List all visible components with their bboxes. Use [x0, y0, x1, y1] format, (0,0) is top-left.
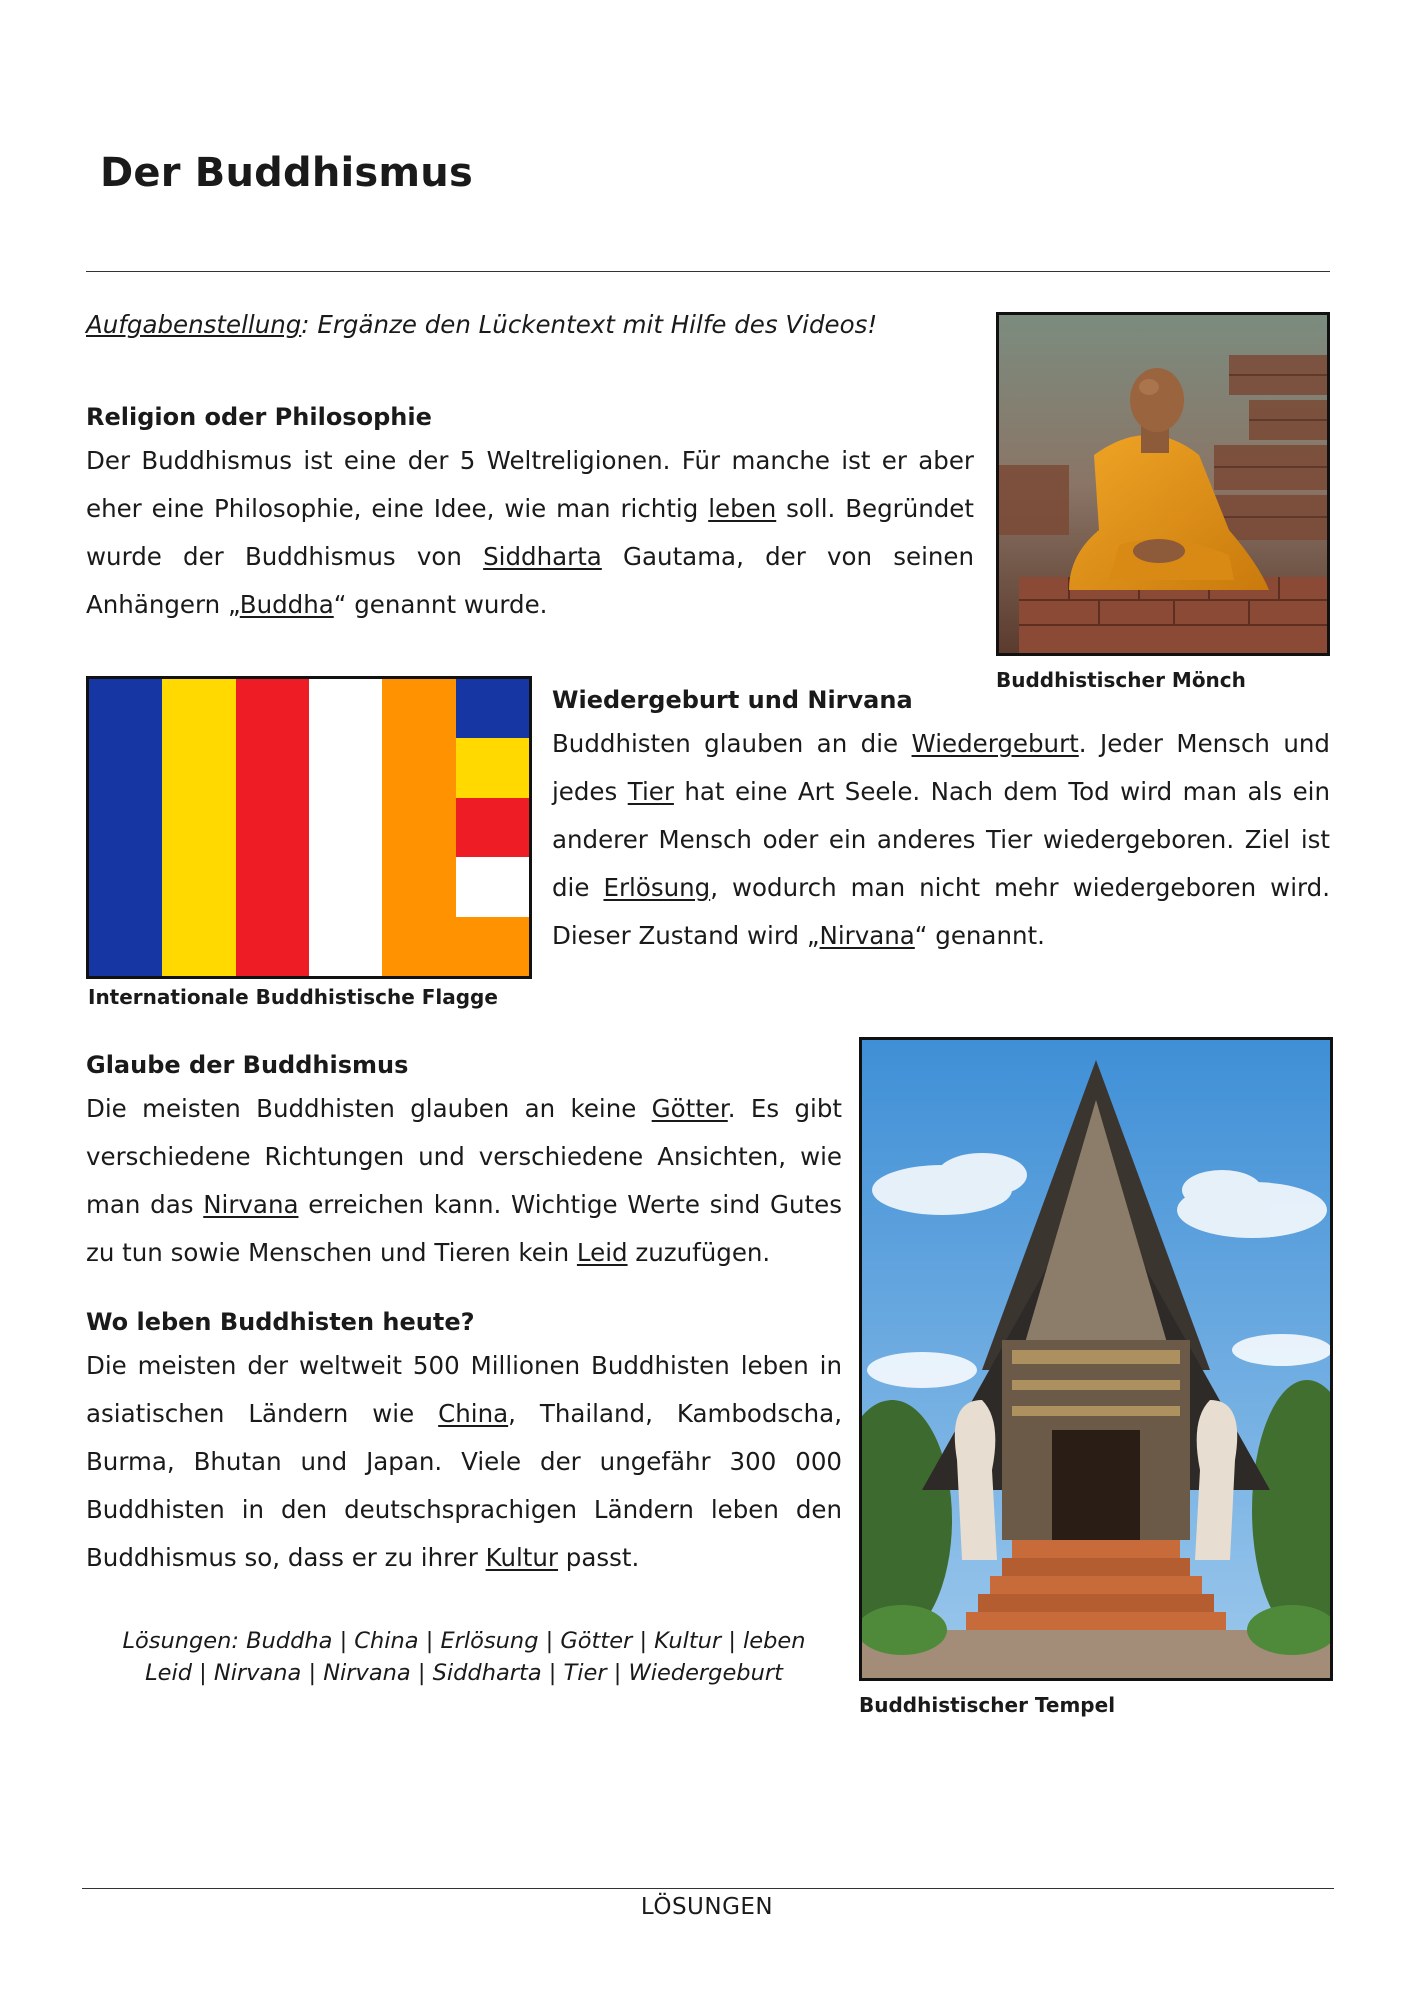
flag-stacked-stripe	[456, 679, 529, 976]
text-fragment: “ genannt.	[914, 921, 1045, 950]
temple-illustration	[862, 1040, 1330, 1678]
flag-stripe-white	[309, 679, 382, 976]
text-fragment: zuzufügen.	[627, 1238, 771, 1267]
text-fragment: erreichen kann. Wichtige Werte sind Gutes zu tun sowie Menschen und Tieren kein	[86, 1190, 843, 1267]
text-fragment: . Jeder Mensch und jedes	[552, 729, 1330, 806]
text-fragment: Gautama, der von seinen Anhängern „	[86, 542, 974, 619]
answer-nirvana-2: Nirvana	[203, 1190, 299, 1219]
text-fragment: “ genannt wurde.	[333, 590, 548, 619]
footer-label: LÖSUNGEN	[640, 1894, 774, 1920]
answer-erloesung: Erlösung	[603, 873, 711, 902]
heading-today: Wo leben Buddhisten heute?	[86, 1308, 475, 1336]
buddhist-flag	[86, 676, 532, 979]
solutions-line-1: Lösungen: Buddha | China | Erlösung | Götter | Kultur | leben	[122, 1628, 806, 1654]
flag-block-blue	[456, 679, 529, 738]
answer-wiedergeburt: Wiedergeburt	[911, 729, 1079, 758]
text-fragment: . Es gibt verschiedene Richtungen und verschiedene Ansichten, wie man das	[86, 1094, 843, 1219]
answer-kultur: Kultur	[485, 1543, 558, 1572]
flag-stripe-red	[236, 679, 309, 976]
text-fragment: Buddhisten glauben an die	[552, 729, 912, 758]
text-fragment: , Thailand, Kambodscha, Burma, Bhutan und Japan. Viele der ungefähr 300 000 Buddhisten in den deutschsprachigen Ländern leben den Buddhismus so, dass er zu ihrer	[86, 1399, 842, 1572]
task-instruction	[86, 310, 877, 339]
task-text: : Ergänze den Lückentext mit Hilfe des Videos!	[301, 310, 878, 339]
heading-belief: Glaube der Buddhismus	[86, 1051, 409, 1079]
header-divider	[86, 271, 1330, 272]
flag-caption: Internationale Buddhistische Flagge	[88, 985, 498, 1009]
paragraph-belief	[86, 1085, 842, 1277]
flag-stripe-yellow	[162, 679, 235, 976]
monk-photo	[996, 312, 1330, 656]
task-label: Aufgabenstellung	[86, 310, 302, 339]
answer-leben: leben	[708, 494, 777, 523]
monk-caption: Buddhistischer Mönch	[996, 668, 1246, 692]
flag-block-yellow	[456, 738, 529, 797]
answer-buddha: Buddha	[239, 590, 334, 619]
page-title: Der Buddhismus	[100, 150, 473, 196]
paragraph-rebirth	[552, 720, 1330, 960]
answer-siddharta: Siddharta	[483, 542, 602, 571]
flag-block-white	[456, 857, 529, 916]
answer-nirvana: Nirvana	[819, 921, 915, 950]
temple-photo	[859, 1037, 1333, 1681]
answer-tier: Tier	[627, 777, 674, 806]
solutions-line-2: Leid | Nirvana | Nirvana | Siddharta | Tier | Wiedergeburt	[145, 1660, 783, 1686]
answer-leid: Leid	[576, 1238, 628, 1267]
flag-stripe-orange	[382, 679, 455, 976]
heading-religion: Religion oder Philosophie	[86, 403, 432, 431]
text-fragment: hat eine Art Seele. Nach dem Tod wird man als ein anderer Mensch oder ein anderes Tier wiedergeboren. Ziel ist die	[552, 777, 1330, 902]
solutions-box	[86, 1625, 842, 1689]
text-fragment: , wodurch man nicht mehr wiedergeboren wird. Dieser Zustand wird „	[552, 873, 1330, 950]
heading-rebirth: Wiedergeburt und Nirvana	[552, 686, 913, 714]
flag-stripe-blue	[89, 679, 162, 976]
paragraph-today	[86, 1342, 842, 1582]
answer-goetter: Götter	[651, 1094, 728, 1123]
monk-illustration	[999, 315, 1327, 653]
temple-caption: Buddhistischer Tempel	[859, 1693, 1116, 1717]
text-fragment: Der Buddhismus ist eine der 5 Weltreligionen. Für manche ist er aber eher eine Philosophie, eine Idee, wie man richtig	[86, 446, 974, 523]
text-fragment: Die meisten der weltweit 500 Millionen Buddhisten leben in asiatischen Ländern wie	[86, 1351, 842, 1428]
answer-china: China	[438, 1399, 509, 1428]
text-fragment: passt.	[558, 1543, 640, 1572]
paragraph-religion	[86, 437, 974, 629]
text-fragment: Die meisten Buddhisten glauben an keine	[86, 1094, 652, 1123]
flag-block-red	[456, 798, 529, 857]
flag-block-orange	[456, 917, 529, 976]
footer-divider	[82, 1888, 1334, 1889]
text-fragment: soll. Begründet wurde der Buddhismus von	[86, 494, 974, 571]
